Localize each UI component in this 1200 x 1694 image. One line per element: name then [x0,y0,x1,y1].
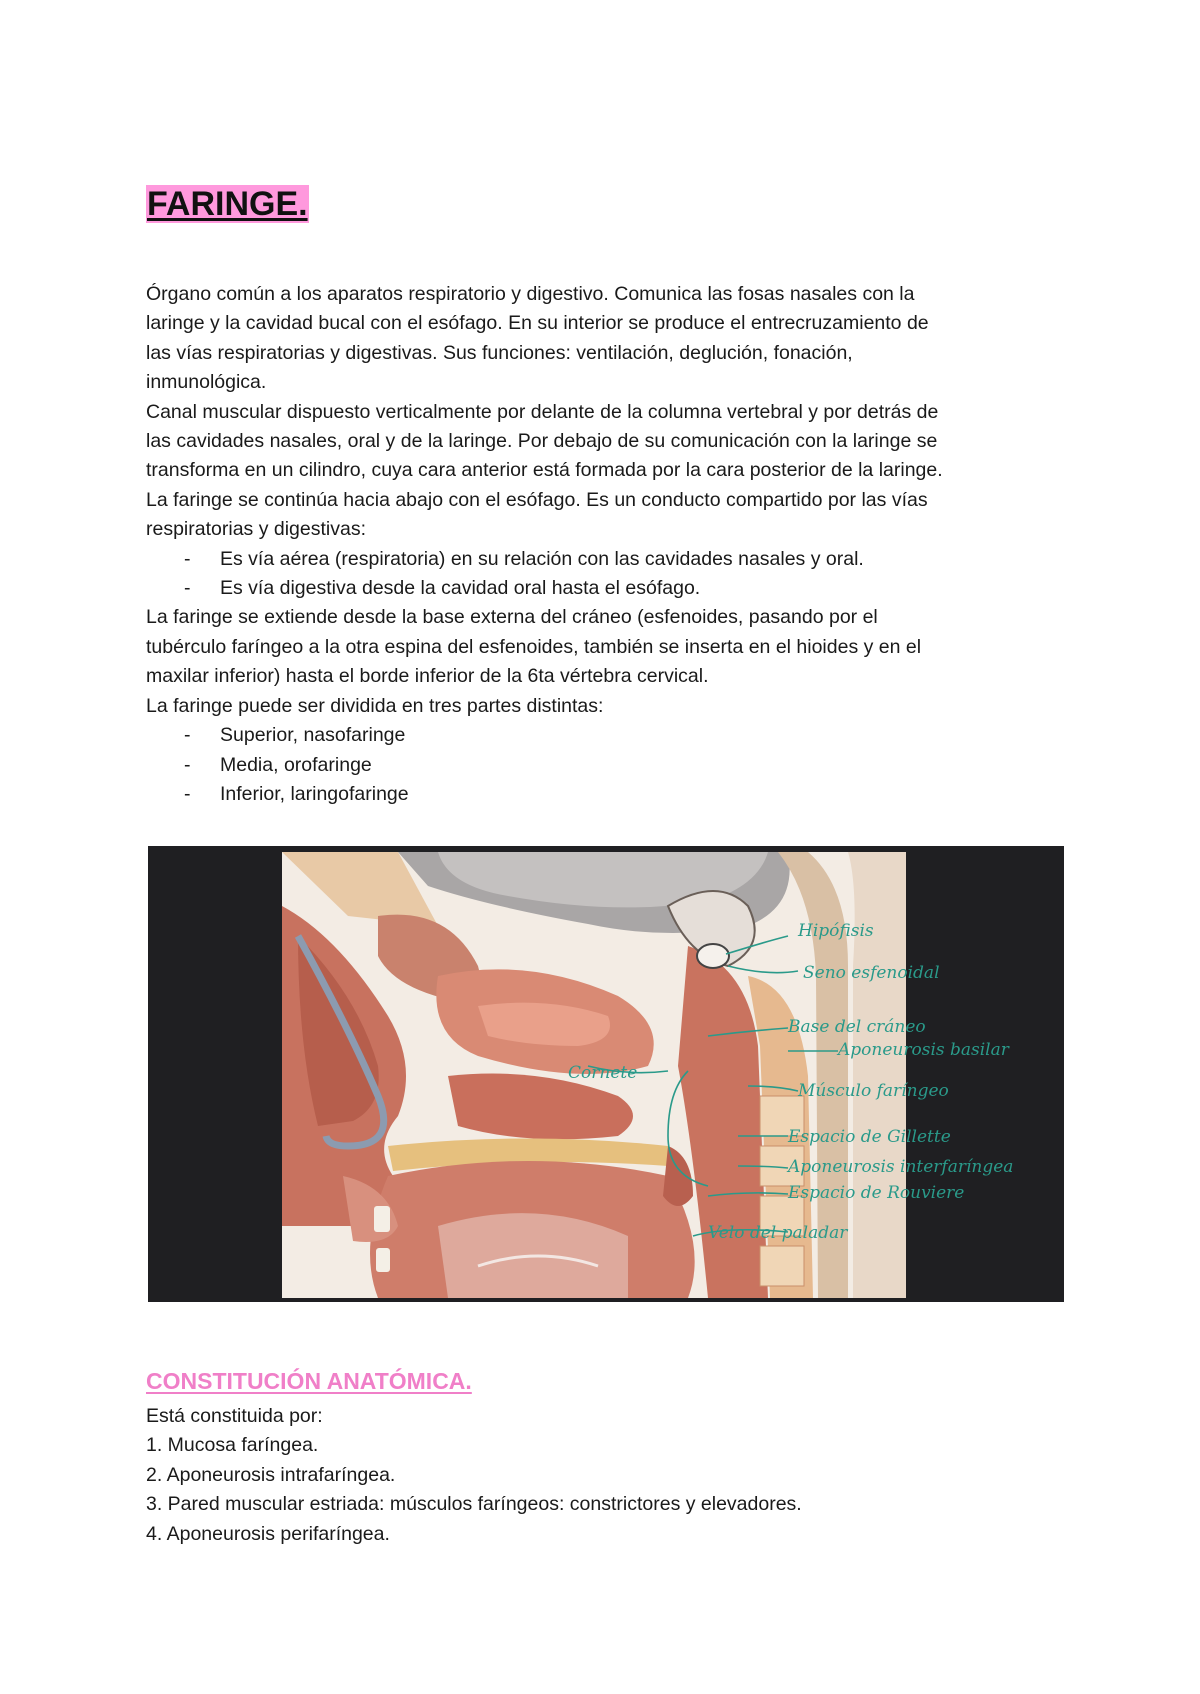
paragraph-line: las vías respiratorias y digestivas. Sus funciones: ventilación, deglución, fonación, [146,341,853,364]
section-body [146,1402,1076,1549]
annotation-label: Músculo faríngeo [798,1081,949,1101]
annotation-label: Aponeurosis interfaríngea [788,1157,1014,1177]
paragraph-line: las cavidades nasales, oral y de la laringe. Por debajo de su comunicación con la laringe se [146,430,938,453]
body-text [146,280,1076,809]
annotation-label: Seno esfenoidal [803,963,940,983]
paragraph-line: maxilar inferior) hasta el borde inferior de la 6ta vértebra cervical. [146,665,709,688]
paragraph-line: Órgano común a los aparatos respiratorio y digestivo. Comunica las fosas nasales con la [146,283,915,305]
bullet-dash: - [184,547,191,570]
annotation-label: Aponeurosis basilar [838,1040,1009,1060]
paragraph-line: tubérculo faríngeo a la otra espina del esfenoides, también se inserta en el hioides y en el [146,635,922,658]
bullet-item: - Media, orofaringe [146,751,1076,780]
annotation-label: Velo del paladar [708,1223,848,1243]
bullet-item: - Superior, nasofaringe [146,721,1076,750]
pharynx-anatomy-figure [148,846,1064,1302]
bullet-item: - Es vía digestiva desde la cavidad oral hasta el esófago. [146,574,1076,603]
bullet-item: - Es vía aérea (respiratoria) en su relación con las cavidades nasales y oral. [146,545,1076,574]
list-item: 4. Aponeurosis perifaríngea. [146,1522,390,1545]
bullet-item: - Inferior, laringofaringe [146,780,1076,809]
section-intro: Está constituida por: [146,1405,323,1427]
list-item: 1. Mucosa faríngea. [146,1434,319,1457]
paragraph-line: La faringe se continúa hacia abajo con el esófago. Es un conducto compartido por las vías [146,488,928,511]
bullet-dash: - [184,753,191,776]
bullet-dash: - [184,577,191,600]
paragraph-line: La faringe se extiende desde la base externa del cráneo (esfenoides, pasando por el [146,606,878,629]
bullet-dash: - [184,782,191,805]
list-item: 3. Pared muscular estriada: músculos faríngeos: constrictores y elevadores. [146,1493,802,1516]
paragraph-line: respiratorias y digestivas: [146,518,367,541]
paragraph-line: La faringe puede ser dividida en tres partes distintas: [146,694,604,717]
list-item: 2. Aponeurosis intrafaríngea. [146,1463,396,1486]
annotation-label: Espacio de Rouviere [788,1183,965,1203]
paragraph-line: laringe y la cavidad bucal con el esófago. En su interior se produce el entrecruzamiento de [146,312,929,335]
annotation-label: Hipófisis [798,921,874,941]
section-title: CONSTITUCIÓN ANATÓMICA. [146,1368,472,1394]
bullet-dash: - [184,724,191,747]
page-title: FARINGE. [147,185,308,223]
annotation-label: Cornete [568,1063,638,1083]
annotation-label: Base del cráneo [788,1017,926,1037]
annotation-label: Espacio de Gillette [788,1127,951,1147]
paragraph-line: transforma en un cilindro, cuya cara anterior está formada por la cara posterior de la laringe. [146,459,943,482]
paragraph-line: inmunológica. [146,371,267,394]
paragraph-line: Canal muscular dispuesto verticalmente por delante de la columna vertebral y por detrás de [146,400,939,423]
